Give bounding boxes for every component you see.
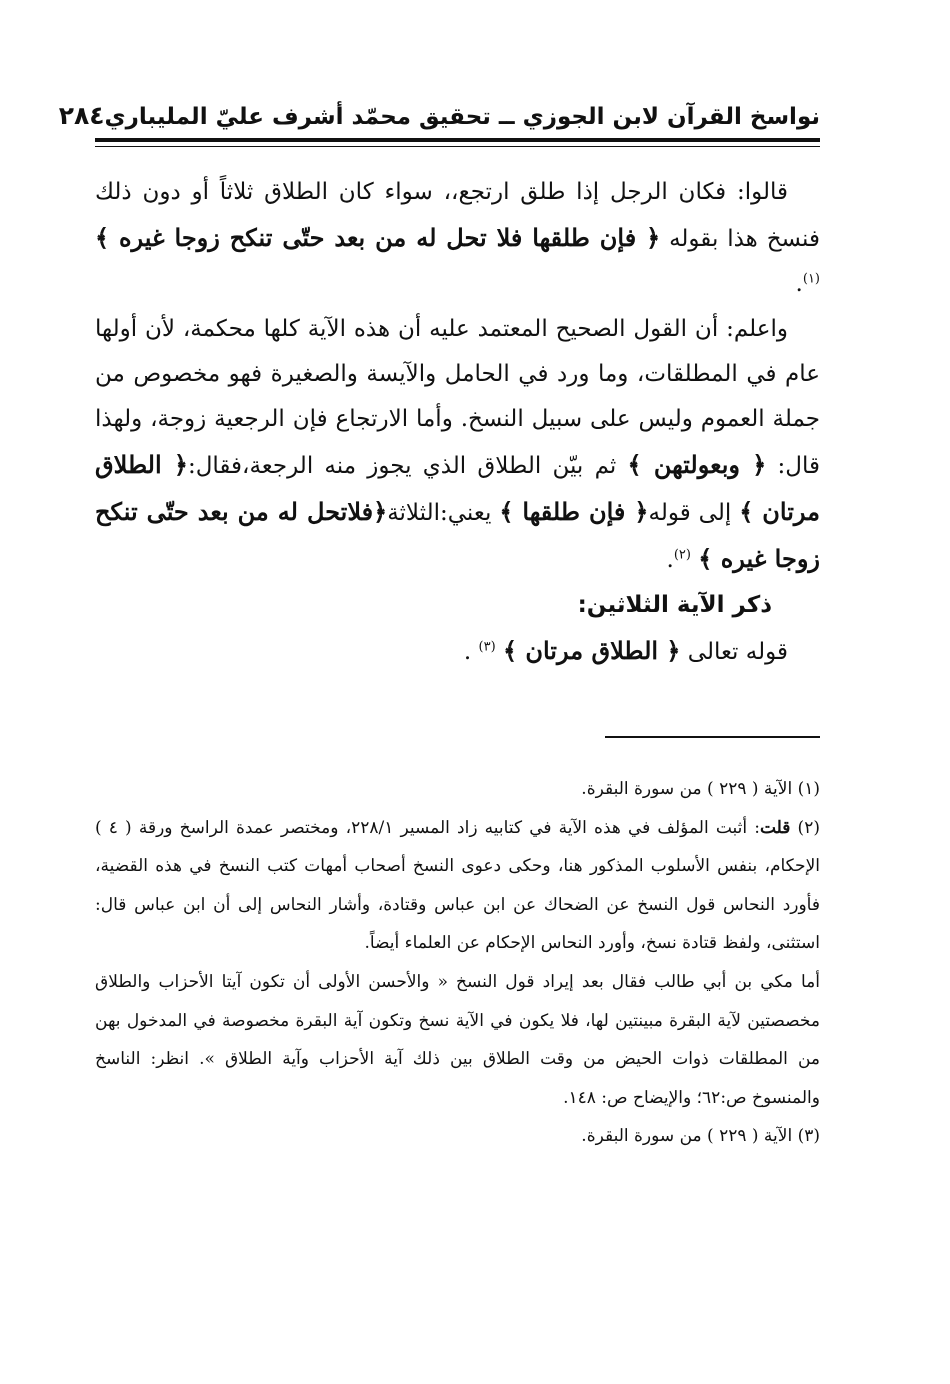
text-run: واعلم: أن القول الصحيح المعتمد عليه أن هذه الآية كلها محكمة، لأن أولها عام في المطلقات، وما ورد في الحامل والآيسة والصغيرة فهو مخصوص من جملة العموم وليس على سبيل النسخ. وأما الارتجاع فإن الرجعية زوجة، ولهذا قال: bbox=[95, 316, 821, 479]
footnote-keyword: قلت bbox=[759, 817, 791, 838]
quran-verse: ﴿ فإن طلقها ﴾ bbox=[499, 497, 649, 526]
page-number: ٢٨٤ bbox=[58, 101, 105, 130]
text-run: . bbox=[463, 639, 479, 665]
paragraph-2 bbox=[95, 307, 820, 583]
quran-verse: ﴿ وبعولتهن ﴾ bbox=[627, 450, 767, 479]
text-run: إلى قوله bbox=[648, 500, 740, 526]
text-run: يعني:الثلاثة bbox=[387, 500, 500, 526]
quran-verse: ﴿فلاتحل له من بعد حتّى تنكح زوجا غيره ﴾ bbox=[95, 497, 820, 573]
footnote-ref-2[interactable]: (٢) bbox=[673, 547, 691, 563]
footnote-ref-1[interactable]: (١) bbox=[802, 271, 820, 287]
footnote-text: : أثبت المؤلف في هذه الآية في كتابيه زاد المسير ٢٢٨/١، ومختصر عمدة الراسخ ورقة ( ٤ ) الإحكام، بنفس الأسلوب المذكور هنا، وحكى دعوى النسخ أصحاب أمهات كتب النسخ في هذه القضية، فأورد النحاس قول النسخ عن الضحاك عن ابن عباس وقتادة، وأشار النحاس إلى أن ابن عباس قال: استثنى، ولفظ قتادة نسخ، وأورد النحاس الإحكام عن العلماء أيضاً. bbox=[95, 817, 820, 954]
footnote-ref-3[interactable]: (٣) bbox=[478, 639, 496, 655]
header-title: نواسخ القرآن لابن الجوزي ــ تحقيق محمّد أشرف عليّ المليباري bbox=[104, 104, 820, 130]
running-header bbox=[58, 92, 820, 130]
quran-verse: ﴿ فإن طلقها فلا تحل له من بعد حتّى تنكح زوجا غيره ﴾ bbox=[95, 223, 661, 252]
text-run: . bbox=[795, 271, 803, 297]
section-heading: ذكر الآية الثلاثين: bbox=[577, 592, 772, 618]
footnote-separator bbox=[605, 736, 820, 738]
paragraph-1 bbox=[95, 170, 820, 307]
header-rule-thin bbox=[95, 146, 820, 147]
footnote-1: (١) الآية ( ٢٢٩ ) من سورة البقرة. bbox=[581, 779, 820, 799]
text-run: . bbox=[666, 547, 674, 573]
text-run: قالوا: فكان الرجل إذا طلق ارتجع،، سواء كان الطلاق ثلاثاً أو دون ذلك فنسخ هذا بقوله bbox=[95, 179, 820, 252]
text-run: قوله تعالى bbox=[680, 639, 788, 665]
main-text bbox=[95, 170, 820, 675]
footnote-3: (٣) الآية ( ٢٢٩ ) من سورة البقرة. bbox=[581, 1126, 820, 1147]
paragraph-3 bbox=[95, 628, 820, 675]
header-rule-thick bbox=[95, 138, 820, 142]
footnotes bbox=[95, 770, 820, 1156]
text-run: ثم بيّن الطلاق الذي يجوز منه الرجعة،فقال: bbox=[187, 453, 628, 479]
quran-verse: ﴿ الطلاق مرتان ﴾ bbox=[502, 636, 681, 665]
footnote-2-continued: أما مكي بن أبي طالب فقال بعد إيراد قول النسخ « والأحسن الأولى أن تكون آيتا الأحزاب والطلاق مخصصتين لآية البقرة مبينتين لها، فلا يكون في الآية نسخ وتكون آية البقرة مخصوصة في المدخول بهن من المطلقات ذوات الحيض من وقت الطلاق بين ذلك آية الأحزاب وآية الطلاق ». انظر: الناسخ والمنسوخ ص:٦٢؛ والإيضاح ص: ١٤٨. bbox=[95, 971, 820, 1108]
footnote-2 bbox=[95, 809, 820, 963]
footnote-number: (٢) bbox=[790, 817, 820, 838]
quran-verse: ﴿ الطلاق مرتان ﴾ bbox=[95, 450, 821, 526]
